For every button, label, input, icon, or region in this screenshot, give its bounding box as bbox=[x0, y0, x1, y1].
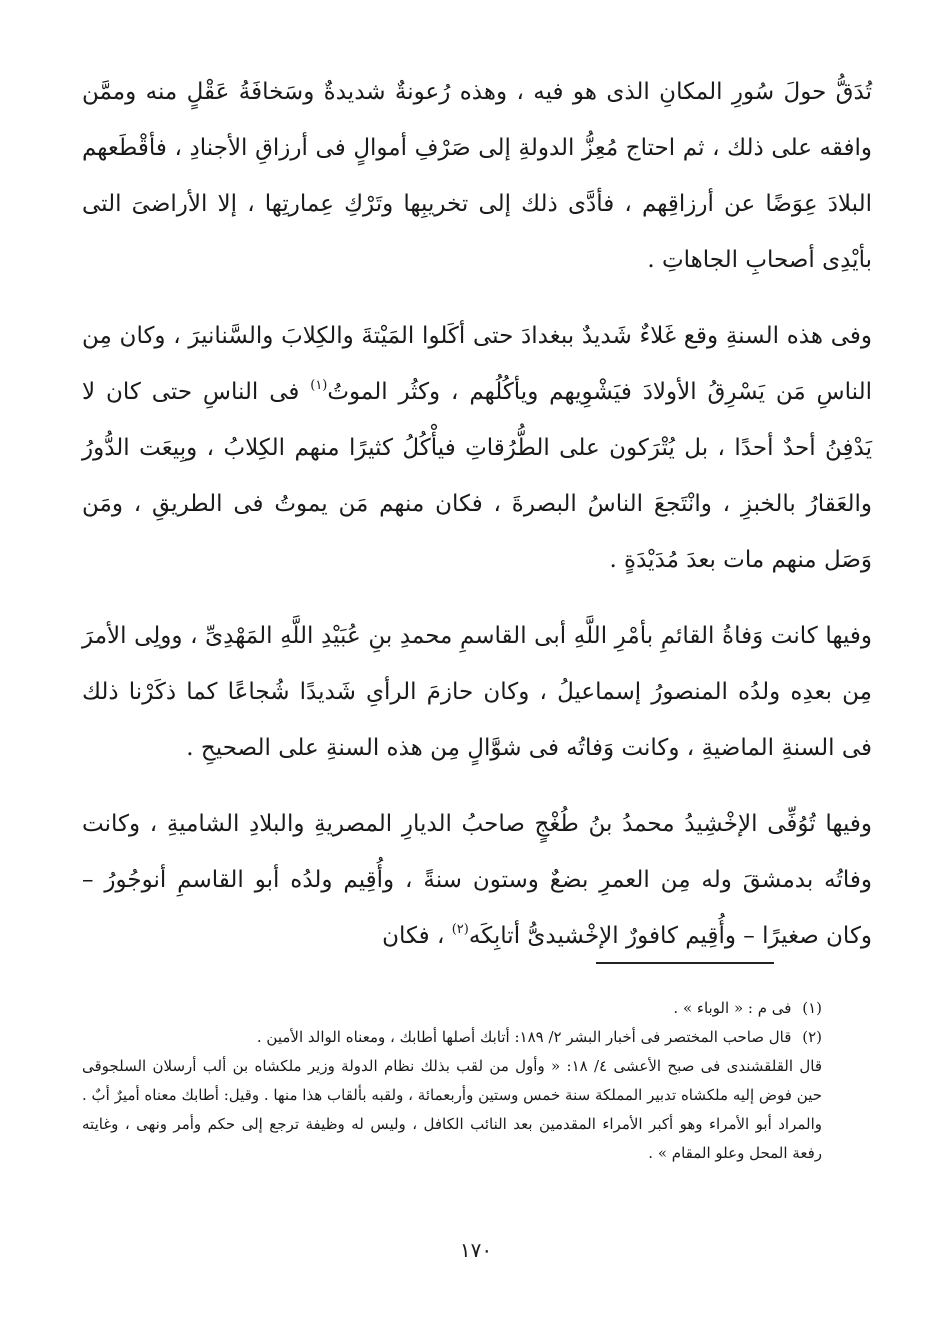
footnotes bbox=[82, 994, 822, 1168]
page-number: ١٧٠ bbox=[459, 1238, 493, 1262]
footnote-number: (٢) bbox=[802, 1028, 822, 1046]
footnote-marker: (١) bbox=[310, 378, 328, 393]
main-text bbox=[82, 64, 872, 984]
paragraph-text: ، فكان bbox=[382, 923, 445, 949]
paragraph bbox=[82, 796, 872, 964]
paragraph bbox=[82, 64, 872, 288]
paragraph-text: وفيها تُوُفِّى الإخْشِيدُ محمدُ بنُ طُغْجٍ صاحبُ الديارِ المصريةِ والبلادِ الشاميةِ ، وكانت وفاتُه بدمشقَ وله مِن العمرِ بضعٌ وستون سنةً ، وأُقِيم ولدُه أبو القاسمِ أنوجُورُ – وكان صغيرًا – وأُقِيم كافورٌ الإخْشيدىُّ أتابِكَه bbox=[82, 811, 872, 949]
footnote-marker: (٢) bbox=[451, 922, 469, 937]
paragraph bbox=[82, 308, 872, 588]
footnote bbox=[82, 1023, 822, 1052]
footnote-number: (١) bbox=[802, 999, 822, 1017]
paragraph-text: فى الناسِ حتى كان لا يَدْفِنُ أحدٌ أحدًا ، بل يُتْرَكون على الطُّرُقاتِ فيأْكُلُ كثيرًا منهم الكِلابُ ، وبِيعَت الدُّورُ والعَقارُ بالخبزِ ، وانْتَجعَ الناسُ البصرةَ ، فكان منهم مَن يموتُ فى الطريقِ ، ومَن وَصَل منهم مات بعدَ مُدَيْدَةٍ . bbox=[82, 379, 872, 573]
footnote-separator bbox=[596, 962, 774, 964]
footnote-text: فى م : « الوباء » . bbox=[673, 999, 792, 1017]
paragraph bbox=[82, 608, 872, 776]
paragraph-text: وفيها كانت وَفاةُ القائمِ بأمْرِ اللَّهِ أبى القاسمِ محمدِ بنِ عُبَيْدِ اللَّهِ المَهْدِىِّ ، وولِى الأمرَ مِن بعدِه ولدُه المنصورُ إسماعيلُ ، وكان حازمَ الرأىِ شَديدًا شُجاعًا كما ذكَرْنا ذلك فى السنةِ الماضيةِ ، وكانت وَفاتُه فى شوَّالٍ مِن هذه السنةِ على الصحيحِ . bbox=[82, 623, 872, 761]
paragraph-text: وفى هذه السنةِ وقع غَلاءٌ شَديدٌ ببغدادَ حتى أكَلوا المَيْتةَ والكِلابَ والسَّنانيرَ ، وكان مِن الناسِ مَن يَسْرِقُ الأولادَ فيَشْوِيهم ويأكُلُهم ، وكثُر الموتُ bbox=[82, 323, 872, 405]
footnote bbox=[82, 994, 822, 1023]
footnote-text: قال صاحب المختصر فى أخبار البشر ٢/ ١٨٩: أتابك أصلها أطابك ، ومعناه الوالد الأمين . bbox=[256, 1028, 792, 1046]
footnote-continuation: قال القلقشندى فى صبح الأعشى ٤/ ١٨: « وأول من لقب بذلك نظام الدولة وزير ملكشاه بن ألب أرسلان السلجوقى حين فوض إليه ملكشاه تدبير المملكة سنة خمس وستين وأربعمائة ، ولقبه بألقاب هذا منها . وقيل: أطابك معناه أميرٌ أبٌ . والمراد أبو الأمراء وهو أكبر الأمراء المقدمين بعد النائب الكافل ، وليس له وظيفة ترجع إلى حكم وأمر ونهى ، وغايته رفعة المحل وعلو المقام » . bbox=[82, 1057, 823, 1162]
paragraph-text: تُدَقُّ حولَ سُورِ المكانِ الذى هو فيه ، وهذه رُعونةٌ شديدةٌ وسَخافَةُ عَقْلٍ منه وممَّن وافقه على ذلك ، ثم احتاج مُعِزُّ الدولةِ إلى صَرْفِ أموالٍ فى أرزاقِ الأجنادِ ، فأقْطَعهم البلادَ عِوَضًا عن أرزاقِهم ، فأدَّى ذلك إلى تخريبِها وتَرْكِ عِمارتِها ، إلا الأراضىَ التى بأيْدِى أصحابِ الجاهاتِ . bbox=[82, 79, 872, 273]
